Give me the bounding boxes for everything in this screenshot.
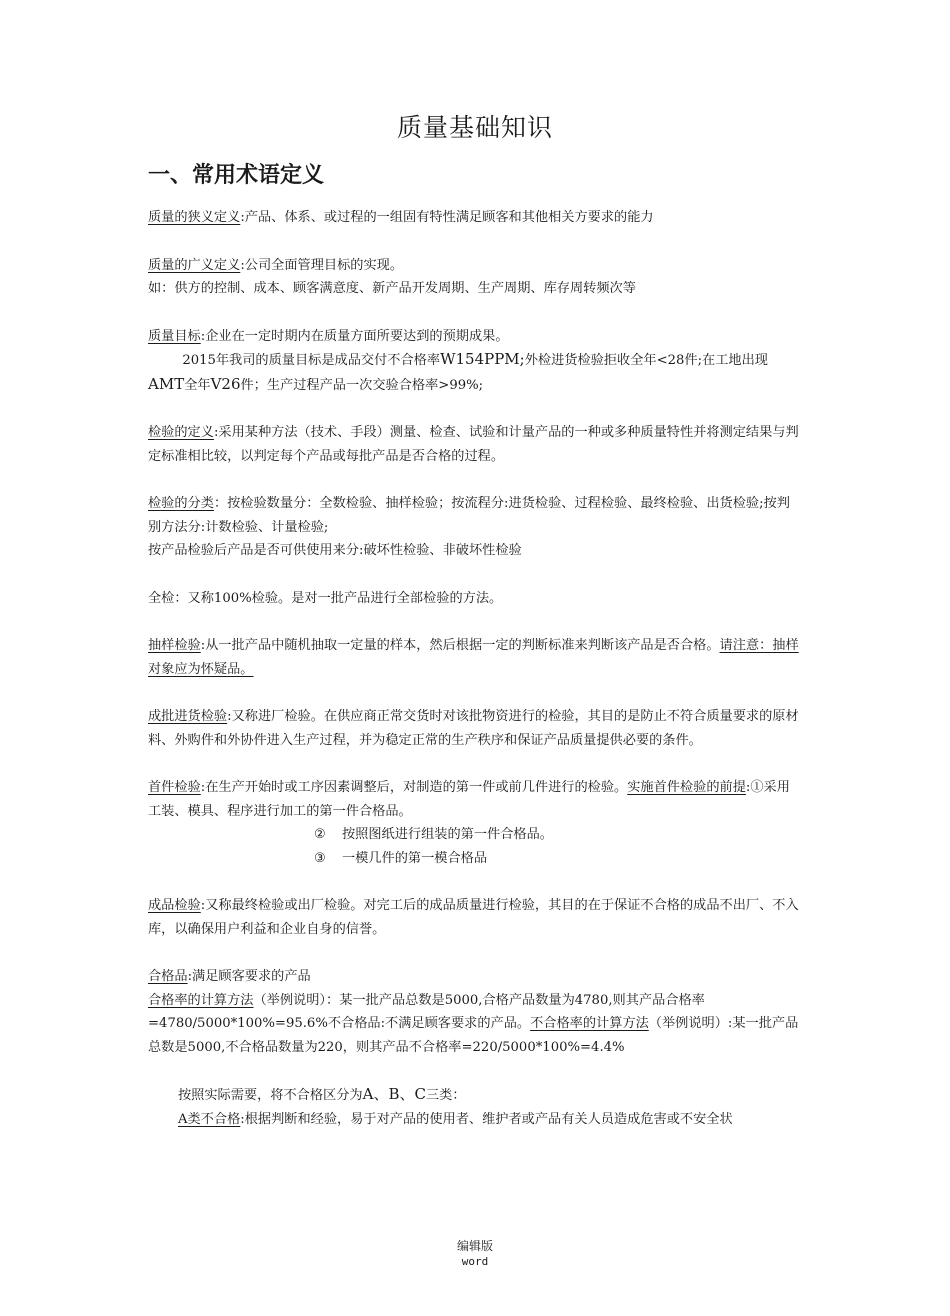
term-label: 成品检验	[148, 898, 201, 913]
section-heading: 一、常用术语定义	[148, 163, 325, 188]
term-text: :从一批产品中随机抽取一定量的样本，然后根据一定的判断标准来判断该产品是否合格。	[200, 638, 720, 653]
term-label: 检验的定义	[148, 425, 214, 440]
term-text: :企业在一定时期内在质量方面所要达到的预期成果。	[200, 328, 509, 344]
inspection-classification	[148, 492, 803, 539]
first-item-1: :①采用工装、模具、程序进行加工的第一件合格品。	[148, 780, 790, 819]
term-label: 成批进货检验	[148, 709, 228, 724]
first-item-3: ③ 一模几件的第一模合格品	[314, 850, 488, 866]
term-label: 质量目标	[148, 328, 201, 344]
term-text: :在生产开始时或工序因素调整后，对制造的第一件或前几件进行的检验。	[200, 780, 628, 795]
first-article-inspection	[148, 776, 803, 823]
term-text: :又称进厂检验。在供应商正常交货时对该批物资进行的检验，其目的是防止不符合质量要求的原材料、外购件和外协件进入生产过程，并为稳定正常的生产秩序和保证产品质量提供必要的条件。	[148, 709, 799, 748]
term-label: 检验的分类	[148, 496, 214, 511]
term-label: 质量的广义定义	[148, 257, 241, 273]
broad-example: 如：供方的控制、成本、顾客满意度、新产品开发周期、生产周期、库存周转频次等	[148, 281, 636, 296]
document-title: 质量基础知识	[396, 113, 553, 142]
term-text: :采用某种方法（技术、手段）测量、检查、试验和计量产品的一种或多种质量特性并将测定结果与判定标准相比较，以判定每个产品或每批产品是否合格的过程。	[148, 425, 799, 464]
term-label: 质量的狭义定义	[148, 210, 241, 225]
term-text: ：按检验数量分：全数检验、抽样检验；按流程分:进货检验、过程检验、最终检验、出货检验;按判别方法分:计数检验、计量检验;	[148, 496, 790, 535]
document-body	[148, 206, 803, 1131]
term-label: 合格率的计算方法	[148, 992, 254, 1008]
narrow-definition	[148, 206, 803, 230]
term-text: :又称最终检验或出厂检验。对完工后的成品质量进行检验，其目的在于保证不合格的成品不出厂、不入库，以确保用户利益和企业自身的信誉。	[148, 898, 799, 937]
nonconformity-classes-intro: 按照实际需要，将不合格区分为A、B、C三类：	[178, 1085, 466, 1103]
incoming-inspection	[148, 705, 803, 752]
inspection-definition	[148, 421, 803, 468]
term-text: :满足顾客要求的产品	[187, 969, 311, 984]
term-label: 抽样检验	[148, 638, 201, 653]
term-label: A类不合格	[178, 1111, 241, 1127]
full-inspection: 全检：又称100%检验。是对一批产品进行全部检验的方法。	[148, 590, 503, 606]
footer-line-1: 编辑版	[456, 1239, 493, 1253]
qualified-product	[148, 965, 803, 989]
sampling-note: 请注意：抽样对象应为怀疑品。	[148, 638, 799, 677]
quality-target-detail: 2015年我司的质量目标是成品交付不合格率W154PPM;外检进货检验拒收全年<28件;在工地出现AMT全年V26件；生产过程产品一次交验合格率>99%;	[148, 350, 768, 393]
term-label: 合格品	[148, 969, 188, 984]
first-premise: 实施首件检验的前提	[627, 780, 746, 795]
inspection-classification-line2: 按产品检验后产品是否可供使用来分:破坏性检验、非破坏性检验	[148, 543, 522, 558]
quality-target	[148, 325, 803, 349]
class-a-nonconformity: A类不合格:根据判断和经验，易于对产品的使用者、维护者或产品有关人员造成危害或不安全状	[178, 1111, 733, 1127]
term-text: :产品、体系、或过程的一组固有特性满足顾客和其他相关方要求的能力	[240, 210, 654, 225]
footer-line-2: word	[461, 1255, 489, 1268]
final-inspection	[148, 894, 803, 941]
first-item-2: ② 按照图纸进行组装的第一件合格品。	[314, 827, 553, 842]
sampling-inspection	[148, 634, 803, 681]
term-text: :公司全面管理目标的实现。	[240, 257, 404, 273]
term-label: 不合格率的计算方法	[530, 1016, 649, 1031]
term-label: 首件检验	[148, 780, 201, 795]
page-footer	[0, 1238, 950, 1270]
qualified-rate: 合格率的计算方法（举例说明）：某一批产品总数是5000,合格产品数量为4780,则其产品合格率=4780/5000*100%=95.6%不合格品:不满足顾客要求的产品。不合格率的计算方法（举例说明）:某一批产品总数是5000,不合格品数量为220，则其产品不合格率=220/5000*100%=4.4%	[148, 992, 799, 1055]
broad-definition	[148, 254, 803, 278]
